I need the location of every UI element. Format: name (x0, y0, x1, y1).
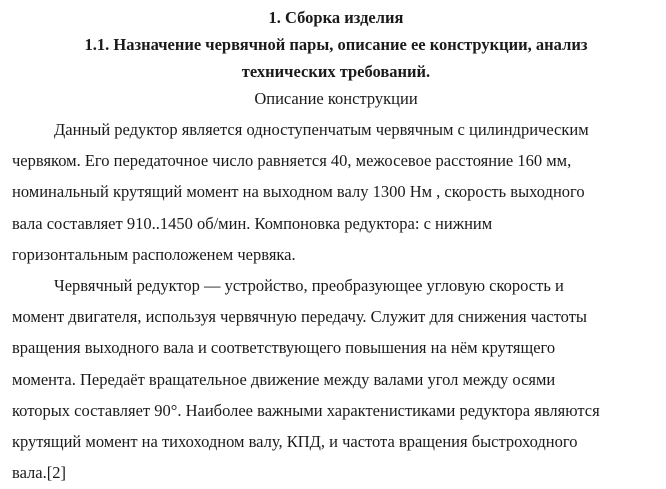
paragraph-1-line: вала составляет 910..1450 об/мин. Компоновка редуктора: с нижним (12, 213, 493, 233)
paragraph-2-line: крутящий момент на тихоходном валу, КПД, и частота вращения быстроходного (12, 432, 578, 452)
section-heading: 1. Сборка изделия (268, 8, 404, 27)
subsection-heading-line-2: технических требований. (241, 62, 431, 81)
paragraph-2-line: вала.[2] (12, 463, 66, 483)
document-page (12, 0, 660, 488)
paragraph-1-line: номинальный крутящий момент на выходном валу 1300 Нм , скорость выходного (12, 182, 585, 202)
paragraph-1-line: червяком. Его передаточное число равняется 40, межосевое расстояние 160 мм, (12, 151, 572, 171)
paragraph-2-line: которых составляет 90°. Наиболее важными характенистиками редуктора являются (12, 400, 600, 420)
paragraph-2-line: момент двигателя, используя червячную передачу. Служит для снижения частоты (12, 307, 587, 327)
subsection-heading-line-1: 1.1. Назначение червячной пары, описание ее конструкции, анализ (84, 35, 588, 54)
paragraph-2-line: момента. Передаёт вращательное движение между валами угол между осями (12, 369, 556, 389)
paragraph-1-line: Данный редуктор является одноступенчатым червячным с цилиндрическим (54, 120, 589, 139)
paragraph-1 (12, 114, 660, 270)
paragraph-2-line: Червячный редуктор — устройство, преобразующее угловую скорость и (54, 276, 564, 296)
paragraph-2-line: вращения выходного вала и соответствующего повышения на нём крутящего (12, 338, 556, 358)
construction-description-title: Описание конструкции (254, 89, 418, 108)
paragraph-2 (12, 270, 660, 488)
paragraph-1-line: горизонтальным расположенем червяка. (12, 244, 296, 264)
